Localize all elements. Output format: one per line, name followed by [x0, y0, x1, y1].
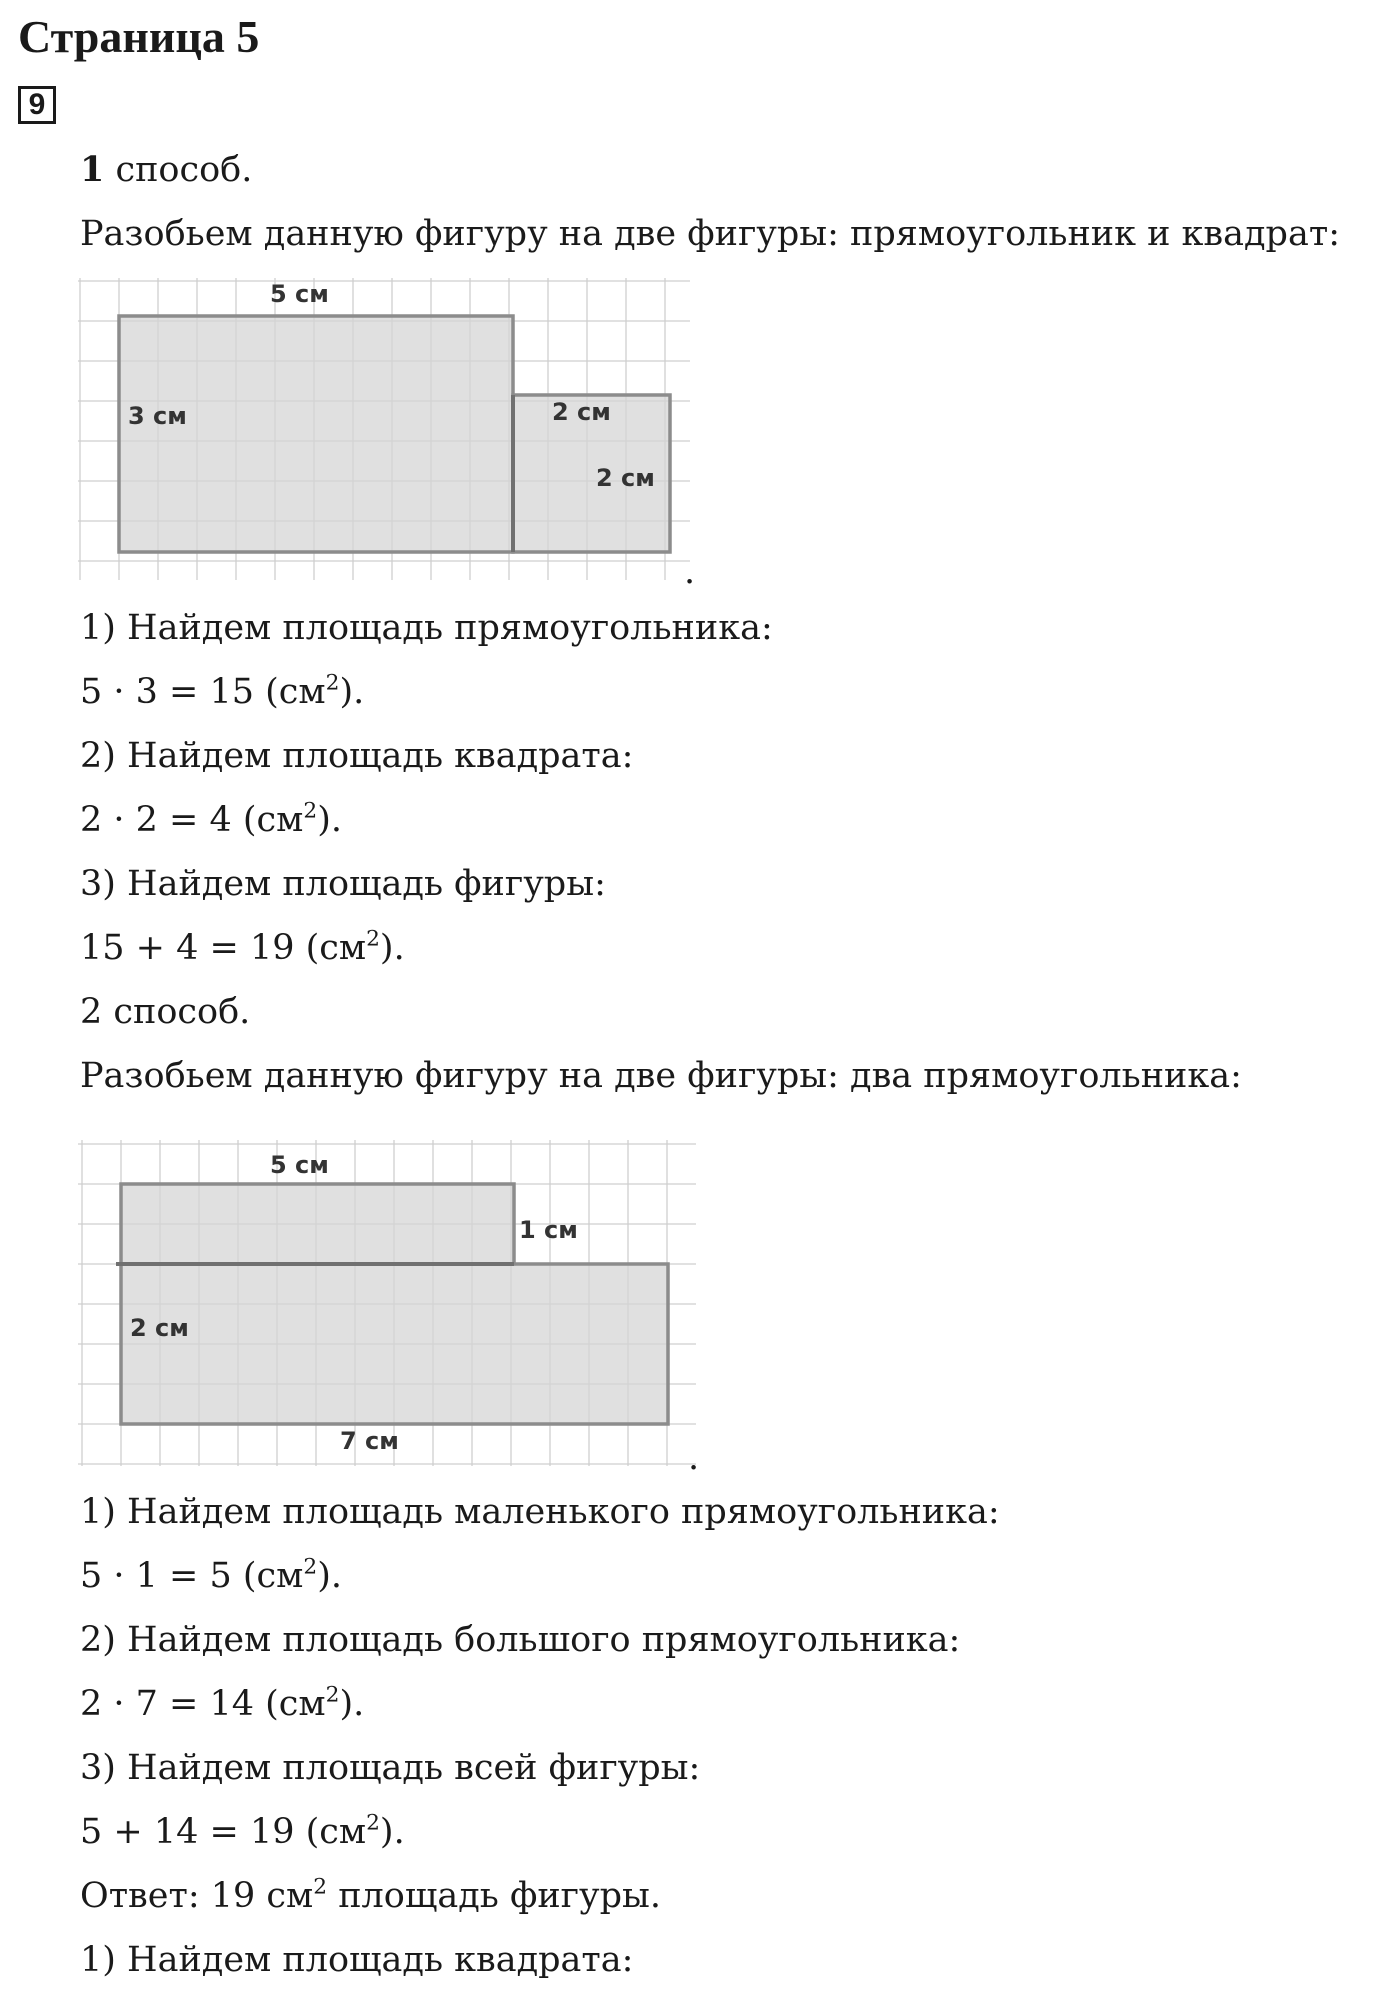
method1-step3-title: 3) Найдем площадь фигуры:: [80, 864, 606, 904]
method1-step3-expr-main: 15 + 4 = 19 (см: [80, 928, 367, 968]
answer-suffix: площадь фигуры.: [327, 1876, 661, 1916]
method2-step3-expr-tail: ).: [379, 1812, 405, 1852]
figure-2-label-left: 2 см: [130, 1314, 189, 1342]
method2-step1-expr: [80, 1554, 342, 1598]
method2-step1-title: 1) Найдем площадь маленького прямоугольника:: [80, 1492, 1000, 1532]
figure-2-big-rectangle: [121, 1264, 668, 1424]
figure-2-small-rectangle: [121, 1184, 514, 1264]
figure-1-drawing: [78, 278, 698, 584]
method2-label: 2 способ.: [80, 992, 251, 1032]
next-step-title: 1) Найдем площадь квадрата:: [80, 1940, 634, 1980]
figure-2-label-top: 5 см: [270, 1151, 329, 1179]
method1-step2-expr-main: 2 · 2 = 4 (см: [80, 800, 304, 840]
figure-1-label-top: 5 см: [270, 280, 329, 308]
answer-prefix: Ответ: 19 см: [80, 1876, 314, 1916]
method2-step3-title: 3) Найдем площадь всей фигуры:: [80, 1748, 701, 1788]
method1-step1-expr: [80, 670, 364, 714]
method1-step1-expr-tail: ).: [339, 672, 365, 712]
method1-step2-title: 2) Найдем площадь квадрата:: [80, 736, 634, 776]
method2-step2-expr-tail: ).: [339, 1684, 365, 1724]
figure-2-shapes: [116, 1184, 668, 1424]
figure-2-period: .: [688, 1438, 700, 1478]
method1-label: [80, 148, 252, 192]
figure-2-label-bottom: 7 см: [340, 1427, 399, 1455]
method2-intro: Разобьем данную фигуру на две фигуры: два прямоугольника:: [80, 1056, 1242, 1096]
figure-1-label-square-right: 2 см: [596, 464, 655, 492]
method1-label-number: 1: [80, 149, 105, 190]
method2-step3-expr-main: 5 + 14 = 19 (см: [80, 1812, 367, 1852]
figure-2-label-right: 1 см: [519, 1216, 578, 1244]
method1-step2-expr: [80, 798, 342, 842]
method2-step3-expr: [80, 1810, 405, 1854]
method1-step1-title: 1) Найдем площадь прямоугольника:: [80, 608, 773, 648]
method1-intro: Разобьем данную фигуру на две фигуры: прямоугольник и квадрат:: [80, 214, 1340, 254]
method2-step1-expr-tail: ).: [317, 1556, 342, 1596]
answer-power: 2: [313, 1874, 328, 1900]
task-number-badge: 9: [18, 86, 56, 124]
method2-step1-expr-power: 2: [303, 1554, 318, 1580]
figure-2-drawing: [78, 1140, 698, 1470]
method2-step2-title: 2) Найдем площадь большого прямоугольника:: [80, 1620, 961, 1660]
answer-line: [80, 1874, 661, 1918]
method1-step3-expr-power: 2: [366, 926, 380, 952]
method1-step3-expr: [80, 926, 405, 970]
figure-2: [78, 1140, 698, 1470]
method1-step1-expr-power: 2: [325, 670, 340, 696]
figure-1-period: .: [684, 552, 696, 592]
method1-step2-expr-power: 2: [303, 798, 318, 824]
figure-1-label-square-top: 2 см: [552, 398, 611, 426]
figure-1-label-left: 3 см: [128, 402, 187, 430]
figure-1-rectangle: [119, 316, 513, 552]
method2-step3-expr-power: 2: [366, 1810, 380, 1836]
method1-step3-expr-tail: ).: [379, 928, 405, 968]
method2-step2-expr: [80, 1682, 364, 1726]
method2-step1-expr-main: 5 · 1 = 5 (см: [80, 1556, 304, 1596]
method1-step1-expr-main: 5 · 3 = 15 (см: [80, 672, 326, 712]
figure-1: [78, 278, 698, 584]
method1-label-word: способ.: [104, 150, 253, 190]
page-title: Страница 5: [18, 11, 260, 62]
method2-step2-expr-power: 2: [325, 1682, 340, 1708]
method1-step2-expr-tail: ).: [317, 800, 342, 840]
method2-step2-expr-main: 2 · 7 = 14 (см: [80, 1684, 326, 1724]
